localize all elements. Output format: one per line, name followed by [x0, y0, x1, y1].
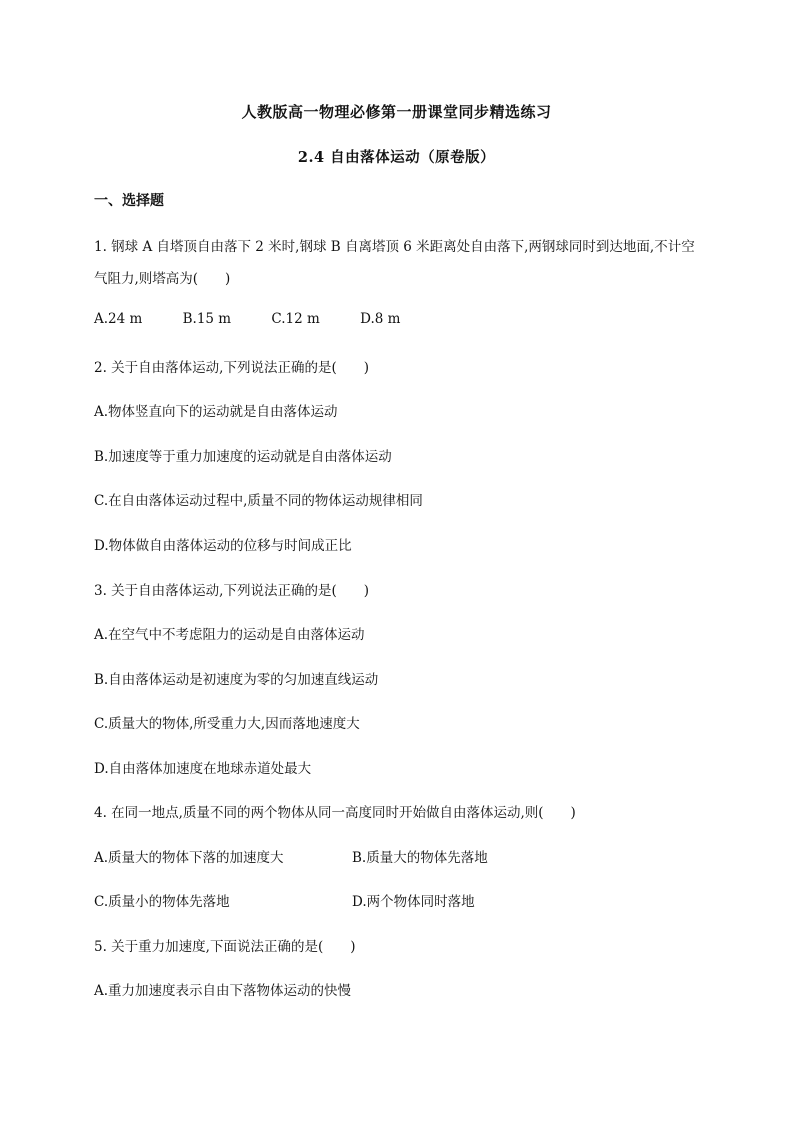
- question-3-option-c: C.质量大的物体,所受重力大,因而落地速度大: [94, 716, 360, 732]
- question-1-option-a: A.24 m: [94, 311, 143, 327]
- question-1-option-b: B.15 m: [182, 311, 232, 327]
- question-2-option-b: B.加速度等于重力加速度的运动就是自由落体运动: [94, 449, 392, 465]
- question-2-option-c: C.在自由落体运动过程中,质量不同的物体运动规律相同: [94, 493, 423, 509]
- question-4-options-row-1: [94, 846, 594, 866]
- document-subtitle: 2.4 自由落体运动（原卷版）: [297, 149, 496, 166]
- question-4-options-row-2: [94, 890, 594, 910]
- question-1-stem-line-2: 气阻力,则塔高为( ): [94, 271, 231, 287]
- question-3-stem: 3. 关于自由落体运动,下列说法正确的是( ): [94, 583, 369, 599]
- question-2-option-d: D.物体做自由落体运动的位移与时间成正比: [94, 538, 352, 554]
- question-3-option-d: D.自由落体加速度在地球赤道处最大: [94, 761, 312, 777]
- question-4-option-a: A.质量大的物体下落的加速度大: [94, 850, 284, 866]
- question-2-option-a: A.物体竖直向下的运动就是自由落体运动: [94, 404, 338, 420]
- question-4-stem: 4. 在同一地点,质量不同的两个物体从同一高度同时开始做自由落体运动,则( ): [94, 805, 576, 821]
- question-4-option-c: C.质量小的物体先落地: [94, 894, 230, 910]
- question-3-option-a: A.在空气中不考虑阻力的运动是自由落体运动: [94, 627, 365, 643]
- question-5-stem: 5. 关于重力加速度,下面说法正确的是( ): [94, 939, 356, 955]
- question-1-options: [94, 311, 400, 327]
- question-2-stem: 2. 关于自由落体运动,下列说法正确的是( ): [94, 360, 369, 376]
- question-4-option-b: B.质量大的物体先落地: [352, 850, 488, 866]
- question-5-option-a: A.重力加速度表示自由下落物体运动的快慢: [94, 983, 352, 999]
- question-1-stem-line-1: 1. 钢球 A 自塔顶自由落下 2 米时,钢球 B 自离塔顶 6 米距离处自由落下,两钢球同时到达地面,不计空: [94, 239, 695, 255]
- question-3-option-b: B.自由落体运动是初速度为零的匀加速直线运动: [94, 672, 379, 688]
- question-1-option-c: C.12 m: [271, 311, 320, 327]
- document-title: 人教版高一物理必修第一册课堂同步精选练习: [241, 103, 552, 121]
- section-heading: 一、选择题: [94, 193, 164, 209]
- question-1-option-d: D.8 m: [360, 311, 401, 327]
- question-4-option-d: D.两个物体同时落地: [352, 894, 475, 910]
